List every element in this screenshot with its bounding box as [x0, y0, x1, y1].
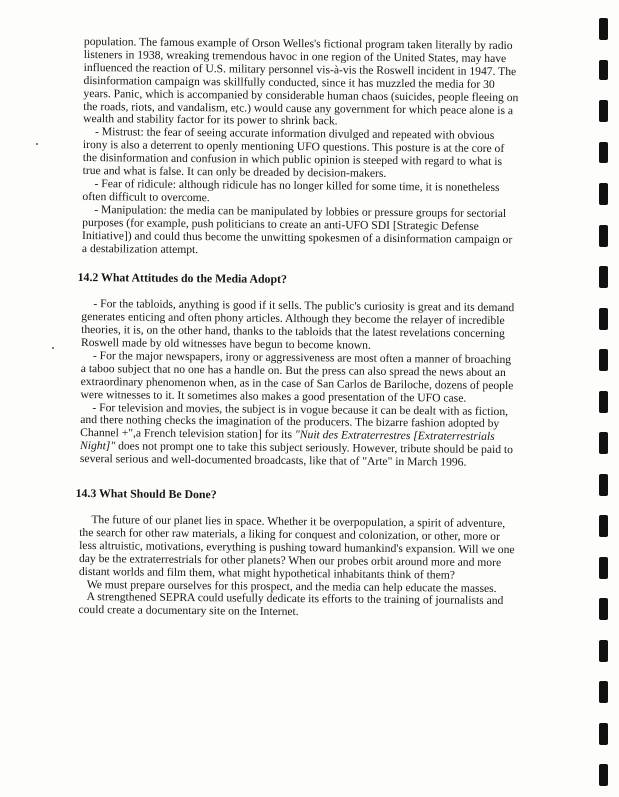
- television-paragraph: [80, 402, 517, 471]
- show-title: "Nuit des Extraterrestres [Extraterrestrials Night]": [80, 428, 495, 453]
- intro-paragraph: population. The famous example of Orson Welles's fictional program taken literally by radio listeners in 1938, wreaking tremendous havoc in one region of the United States, may have influenced the reaction of U.S. military personnel vis-à-vis the Roswell incident in 1947. The disinformation campaign was skillfully conducted, since it has muzzled the media for 30 years. Panic, which is accompanied by considerable human chaos (suicides, people fleeing on the roads, riots, and vandalism, etc.) would cause any government for which peace alone is a wealth and stability factor for its power to shrink back.: [83, 35, 519, 128]
- punch-mark: [599, 432, 608, 454]
- television-text-start: - For television and movies, the subject is in vogue because it can be dealt with as fiction, and there nothing checks the imagination of the producers. The bizarre fashion adopted by Channel +",a French television station] for its: [80, 400, 509, 442]
- scan-speck: [36, 143, 38, 145]
- punch-mark: [599, 142, 608, 163]
- sepra-paragraph: A strengthened SEPRA could usefully dedicate its efforts to the training of journalists and could create a documentary site on the Internet.: [78, 590, 504, 619]
- punch-mark: [599, 349, 608, 371]
- punch-mark: [599, 515, 608, 537]
- mistrust-paragraph: - Mistrust: the fear of seeing accurate information divulged and repeated with obvious irony is also a deterrent to openly mentioning UFO questions. This posture is at the core of the disinformation and confusion in which public opinion is steeped with regard to what is true and what is false. It can only be dreaded by decision-makers.: [82, 125, 505, 180]
- punch-mark: [599, 225, 608, 247]
- punch-mark: [599, 100, 608, 122]
- ridicule-paragraph: - Fear of ridicule: although ridicule has no longer killed for some time, it is nonetheless often difficult to overcome.: [82, 177, 500, 205]
- manipulation-paragraph: - Manipulation: the media can be manipulated by lobbies or pressure groups for sectorial purposes (for example, push politicians to create an anti-UFO SDI [Strategic Defense Initiative]) and could thus become the unwitting spokesmen of a disinformation campaign or a destabilization attempt.: [81, 202, 513, 256]
- punch-mark: [599, 557, 608, 579]
- punch-mark: [599, 640, 608, 662]
- section-heading-14-3: 14.3 What Should Be Done?: [75, 486, 217, 502]
- prepare-paragraph: We must prepare ourselves for this prospect, and the media can help educate the masses.: [86, 577, 497, 595]
- punch-mark: [599, 266, 608, 288]
- punch-mark: [599, 60, 608, 80]
- punch-mark: [599, 391, 608, 413]
- television-text-end: does not prompt one to take this subject seriously. However, tribute should be paid to several serious and well-documented broadcasts, like that of "Arte" in March 1996.: [79, 439, 513, 469]
- punch-mark: [599, 474, 608, 496]
- future-paragraph: The future of our planet lies in space. Whether it be overpopulation, a spirit of adventure, the search for other raw materials, a liking for conquest and colonization, or other, more or less altruistic, motivations, everything is pushing toward humankind's expansion. Will we one day be the extraterrestrials for other planets? When our probes orbit around more and more distant worlds and film them, what might hypothetical inhabitants think of them?: [78, 513, 515, 582]
- punch-mark: [599, 681, 608, 703]
- punch-mark: [599, 18, 608, 40]
- tabloids-paragraph: - For the tabloids, anything is good if it sells. The public's curiosity is great and its demand generates enticing and often phony articles. Although they become the relayer of incredible theories, it is, on the other hand, thanks to the tabloids that the latest revelations concerning Roswell made by old witnesses have begun to become known.: [80, 297, 515, 352]
- punch-mark: [599, 723, 608, 745]
- document-body: [75, 35, 520, 621]
- section-heading-14-2: 14.2 What Attitudes do the Media Adopt?: [77, 270, 287, 287]
- scan-speck: [52, 347, 54, 349]
- punch-mark: [599, 764, 608, 786]
- newspapers-paragraph: - For the major newspapers, irony or aggressiveness are most often a manner of broaching a taboo subject that no one has a handle on. But the press can also spread the news about an extraordinary phenomenon when, as in the case of San Carlos de Bariloche, dozens of people were witnesses to it. It sometimes also makes a good presentation of the UFO case.: [80, 349, 514, 405]
- punch-mark: [599, 183, 608, 205]
- punch-mark: [599, 308, 608, 330]
- punch-mark: [599, 598, 608, 620]
